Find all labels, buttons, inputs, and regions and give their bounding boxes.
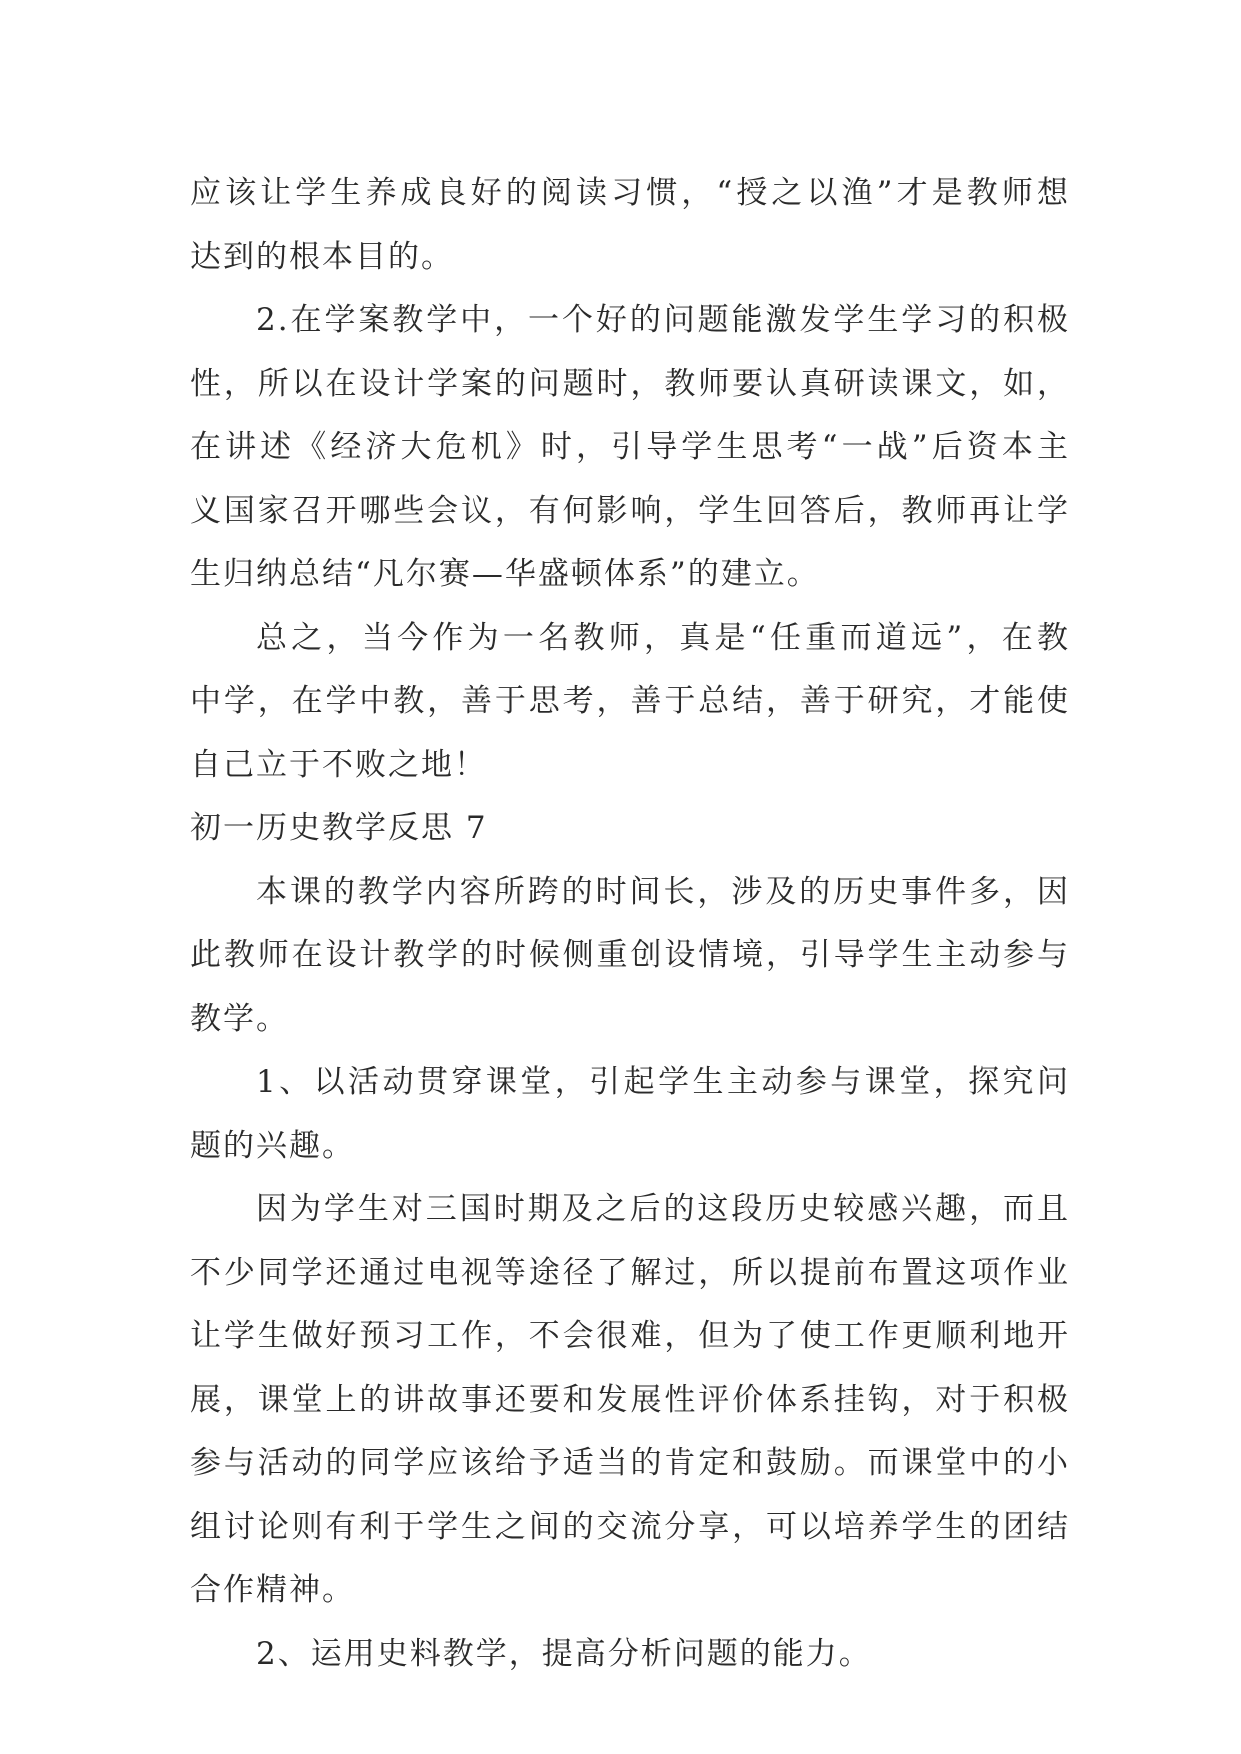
text-line: 参与活动的同学应该给予适当的肯定和鼓励。而课堂中的小	[190, 1445, 1070, 1481]
section-heading-text: 初一历史教学反思 7	[190, 810, 488, 846]
text-line: 1、以活动贯穿课堂，引起学生主动参与课堂，探究问	[256, 1064, 1070, 1100]
text-line: 义国家召开哪些会议，有何影响，学生回答后，教师再让学	[190, 492, 1070, 529]
paragraph	[190, 861, 1070, 1052]
text-line: 此教师在设计教学的时候侧重创设情境，引导学生主动参与	[190, 937, 1070, 973]
text-line: 中学，在学中教，善于思考，善于总结，善于研究，才能使	[190, 683, 1070, 719]
paragraph	[190, 607, 1070, 798]
text-line: 因为学生对三国时期及之后的这段历史较感兴趣，而且	[256, 1191, 1070, 1227]
text-line: 自己立于不败之地！	[190, 746, 487, 783]
text-line: 生归纳总结“凡尔赛—华盛顿体系”的建立。	[190, 556, 820, 592]
text-line: 让学生做好预习工作，不会很难，但为了使工作更顺利地开	[190, 1318, 1070, 1354]
paragraph	[190, 1623, 1070, 1687]
paragraph	[190, 162, 1070, 289]
text-line: 教学。	[190, 1000, 289, 1037]
text-line: 展，课堂上的讲故事还要和发展性评价体系挂钩，对于积极	[190, 1381, 1070, 1418]
text-line: 题的兴趣。	[190, 1127, 355, 1164]
text-line: 组讨论则有利于学生之间的交流分享，可以培养学生的团结	[190, 1508, 1070, 1545]
document-body	[190, 162, 1070, 1686]
text-line: 达到的根本目的。	[190, 238, 454, 275]
section-heading	[190, 797, 1070, 861]
text-line: 合作精神。	[190, 1572, 355, 1608]
text-line: 应该让学生养成良好的阅读习惯，“授之以渔”才是教师想	[190, 175, 1070, 211]
paragraph	[190, 1178, 1070, 1623]
text-line: 总之，当今作为一名教师，真是“任重而道远”，在教	[256, 619, 1070, 656]
text-line: 2、运用史料教学，提高分析问题的能力。	[256, 1635, 872, 1672]
text-line: 在讲述《经济大危机》时，引导学生思考“一战”后资本主	[190, 429, 1070, 465]
paragraph	[190, 289, 1070, 607]
text-line: 性，所以在设计学案的问题时，教师要认真研读课文，如，	[190, 365, 1070, 402]
paragraph	[190, 1051, 1070, 1178]
text-line: 2.在学案教学中，一个好的问题能激发学生学习的积极	[256, 302, 1070, 338]
text-line: 本课的教学内容所跨的时间长，涉及的历史事件多，因	[256, 873, 1070, 910]
text-line: 不少同学还通过电视等途径了解过，所以提前布置这项作业	[190, 1254, 1070, 1291]
